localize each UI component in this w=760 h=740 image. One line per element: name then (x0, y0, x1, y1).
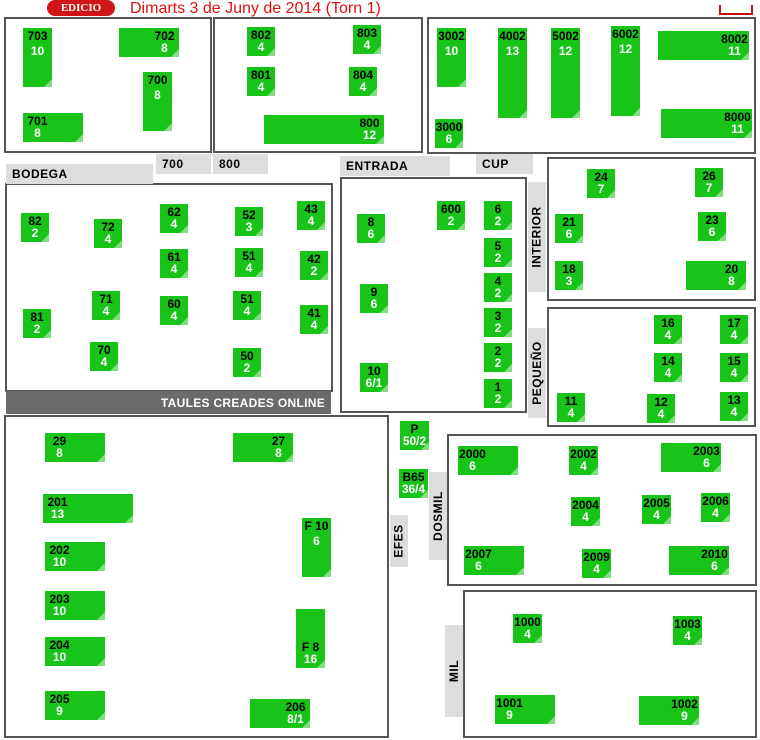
table-capacity: 8 (34, 126, 41, 140)
page-title: Dimarts 3 de Juny de 2014 (Torn 1) (130, 0, 381, 17)
table-26[interactable] (694, 167, 724, 198)
label-interior: INTERIOR (528, 182, 546, 292)
table-number: 800 (359, 116, 380, 130)
table-2004[interactable] (570, 496, 601, 527)
table-number: 11 (564, 394, 578, 408)
table-capacity: 4 (310, 318, 318, 332)
table-number: 62 (167, 205, 181, 219)
table-number: 4002 (499, 29, 526, 43)
table-10[interactable] (359, 362, 389, 393)
table-capacity: 3 (565, 274, 573, 288)
table-capacity: 2 (494, 321, 502, 335)
table-21[interactable] (554, 213, 584, 244)
table-number: 1001 (496, 696, 523, 710)
table-capacity: 8/1 (287, 712, 304, 726)
table-number: 1002 (671, 697, 698, 711)
table-capacity: 4 (684, 629, 691, 643)
table-203[interactable] (44, 590, 106, 621)
table-capacity: 6 (475, 559, 482, 573)
table-number: 52 (242, 208, 256, 222)
table-f10[interactable] (301, 517, 332, 578)
table-15[interactable] (719, 352, 749, 383)
table-number: 41 (307, 306, 321, 320)
table-number: 6 (494, 202, 502, 216)
table-number: 700 (147, 73, 168, 87)
table-capacity: 2 (31, 226, 39, 240)
table-17[interactable] (719, 314, 749, 345)
table-capacity: 2 (310, 264, 318, 278)
table-1000[interactable] (512, 613, 543, 644)
table-capacity: 7 (705, 181, 713, 195)
table-capacity: 8 (728, 274, 735, 288)
table-number: 72 (101, 220, 115, 234)
table-number: 204 (49, 638, 70, 652)
table-number: 81 (30, 310, 44, 324)
table-number: 2002 (570, 447, 597, 461)
table-capacity: 2 (447, 214, 455, 228)
table-number: 17 (727, 316, 741, 330)
table-number: 8002 (721, 32, 748, 46)
table-6[interactable] (483, 200, 513, 231)
table-number: 10 (367, 364, 381, 378)
table-number: 60 (167, 297, 181, 311)
table-9[interactable] (359, 283, 389, 314)
table-capacity: 2 (494, 214, 502, 228)
label-entrada: ENTRADA (340, 156, 450, 176)
table-6002[interactable] (610, 25, 641, 117)
table-capacity: 4 (257, 80, 265, 94)
table-number: 23 (705, 213, 719, 227)
table-capacity: 12 (618, 42, 633, 56)
table-number: 18 (562, 262, 576, 276)
table-803[interactable] (352, 24, 382, 55)
online-tables-bar: TAULES CREADES ONLINE (6, 391, 331, 414)
table-2[interactable] (483, 342, 513, 373)
table-702[interactable] (118, 27, 180, 58)
table-capacity: 6 (565, 227, 573, 241)
table-capacity: 8 (56, 446, 63, 460)
table-11[interactable] (556, 392, 586, 423)
table-number: 2010 (701, 547, 728, 561)
table-82[interactable] (20, 212, 50, 243)
table-number: 9 (370, 285, 378, 299)
table-capacity: 10 (52, 650, 67, 664)
table-capacity: 6 (703, 456, 710, 470)
table-number: 3 (494, 309, 502, 323)
table-capacity: 4 (730, 328, 738, 342)
table-5002[interactable] (550, 27, 581, 119)
table-capacity: 6 (708, 225, 716, 239)
table-capacity: 4 (245, 261, 253, 275)
table-2006[interactable] (700, 492, 731, 523)
table-number: 1003 (674, 617, 701, 631)
table-capacity: 4 (170, 262, 178, 276)
table-1001[interactable] (494, 694, 556, 725)
table-capacity: 6 (367, 227, 375, 241)
table-capacity: 8 (161, 41, 168, 55)
table-600[interactable] (436, 200, 466, 231)
table-number: 27 (271, 434, 286, 448)
table-capacity: 36/4 (401, 482, 426, 496)
table-3002[interactable] (436, 27, 467, 88)
table-number: 2003 (693, 444, 720, 458)
table-27[interactable] (232, 432, 294, 463)
table-number: 701 (27, 114, 48, 128)
table-number: 5 (494, 239, 502, 253)
table-number: 2007 (465, 547, 492, 561)
table-60[interactable] (159, 295, 189, 326)
table-number: 20 (724, 262, 739, 276)
table-capacity: 4 (664, 366, 672, 380)
table-capacity: 2 (494, 392, 502, 406)
table-capacity: 4 (593, 562, 600, 576)
table-14[interactable] (653, 352, 683, 383)
table-13[interactable] (719, 391, 749, 422)
table-701[interactable] (22, 112, 84, 143)
table-capacity: 16 (303, 652, 318, 666)
table-capacity: 10 (52, 555, 67, 569)
table-number: 1 (494, 380, 502, 394)
table-700[interactable] (142, 71, 173, 132)
table-capacity: 4 (580, 459, 587, 473)
table-2007[interactable] (463, 545, 525, 576)
table-802[interactable] (246, 26, 276, 57)
table-number: 29 (52, 434, 67, 448)
edicio-button[interactable]: EDICIO (47, 0, 115, 16)
table-capacity: 4 (730, 366, 738, 380)
table-capacity: 11 (728, 44, 741, 58)
table-number: 202 (49, 543, 70, 557)
table-capacity: 4 (257, 40, 265, 54)
table-202[interactable] (44, 541, 106, 572)
table-capacity: 2 (494, 286, 502, 300)
table-number: 1000 (514, 615, 541, 629)
table-number: P (410, 422, 419, 436)
table-number: 703 (27, 29, 48, 43)
table-number: 2006 (702, 494, 729, 508)
table-capacity: 4 (712, 506, 719, 520)
table-51[interactable] (232, 290, 262, 321)
table-801[interactable] (246, 66, 276, 97)
table-8000[interactable] (660, 108, 753, 139)
table-18[interactable] (554, 260, 584, 291)
table-number: 206 (285, 700, 306, 714)
table-50[interactable] (232, 347, 262, 378)
table-52[interactable] (234, 206, 264, 237)
table-capacity: 4 (170, 217, 178, 231)
table-number: 2005 (643, 496, 670, 510)
table-number: 804 (352, 68, 374, 82)
table-capacity: 11 (731, 122, 744, 136)
table-capacity: 4 (657, 407, 665, 421)
table-2010[interactable] (668, 545, 730, 576)
table-capacity: 13 (505, 44, 520, 58)
table-206[interactable] (249, 698, 311, 729)
table-number: F 8 (301, 640, 320, 654)
table-capacity: 3 (245, 220, 253, 234)
table-1[interactable] (483, 378, 513, 409)
table-capacity: 10 (30, 44, 45, 58)
table-number: 51 (242, 249, 256, 263)
table-number: 42 (307, 252, 321, 266)
table-capacity: 9 (506, 708, 513, 722)
table-capacity: 8 (154, 88, 161, 102)
table-number: 6002 (612, 27, 639, 41)
table-800[interactable] (263, 114, 385, 145)
table-number: 14 (661, 354, 675, 368)
table-1002[interactable] (638, 695, 700, 726)
table-71[interactable] (91, 290, 121, 321)
table-capacity: 2 (33, 322, 41, 336)
table-number: 600 (440, 202, 462, 216)
table-72[interactable] (93, 218, 123, 249)
table-number: 3002 (438, 29, 465, 43)
table-8002[interactable] (657, 30, 750, 61)
table-205[interactable] (44, 690, 106, 721)
table-62[interactable] (159, 203, 189, 234)
table-2005[interactable] (641, 494, 672, 525)
table-3000[interactable] (434, 118, 464, 149)
table-number: 702 (154, 29, 175, 43)
table-number: 13 (727, 393, 741, 407)
table-capacity: 6 (370, 297, 378, 311)
table-12[interactable] (646, 393, 676, 424)
table-capacity: 6 (313, 534, 320, 548)
label-cup: CUP (476, 154, 533, 174)
table-number: 203 (49, 592, 70, 606)
table-capacity: 6/1 (365, 376, 383, 390)
table-number: 201 (47, 495, 68, 509)
table-51[interactable] (234, 247, 264, 278)
table-capacity: 12 (558, 44, 573, 58)
table-number: B65 (402, 470, 425, 484)
table-2002[interactable] (568, 445, 599, 476)
table-capacity: 4 (730, 405, 738, 419)
table-capacity: 7 (597, 182, 605, 196)
table-capacity: 2 (243, 361, 251, 375)
table-number: 2004 (572, 498, 599, 512)
table-number: 21 (562, 215, 576, 229)
table-capacity: 4 (102, 304, 110, 318)
label-800: 800 (213, 154, 268, 174)
table-capacity: 13 (50, 507, 65, 521)
table-capacity: 4 (104, 232, 112, 246)
table-41[interactable] (299, 304, 329, 335)
table-4002[interactable] (497, 27, 528, 119)
table-24[interactable] (586, 168, 616, 199)
table-capacity: 4 (567, 406, 575, 420)
table-204[interactable] (44, 636, 106, 667)
table-2003[interactable] (660, 442, 722, 473)
table-2000[interactable] (457, 445, 519, 476)
table-number: F 10 (304, 519, 329, 533)
table-703[interactable] (22, 27, 53, 88)
table-number: 82 (28, 214, 42, 228)
table-f8[interactable] (295, 608, 326, 669)
table-20[interactable] (685, 260, 747, 291)
table-number: 16 (661, 316, 675, 330)
table-number: 8000 (724, 110, 751, 124)
table-3[interactable] (483, 307, 513, 338)
table-capacity: 4 (243, 304, 251, 318)
table-capacity: 4 (170, 309, 178, 323)
table-capacity: 2 (494, 251, 502, 265)
table-capacity: 4 (664, 328, 672, 342)
table-1003[interactable] (672, 615, 703, 646)
table-number: 15 (727, 354, 741, 368)
label-dosmil: DOSMIL (429, 472, 447, 560)
table-capacity: 4 (307, 214, 315, 228)
label-bodega: BODEGA (6, 164, 153, 184)
table-p[interactable] (399, 420, 430, 451)
table-804[interactable] (348, 66, 378, 97)
table-23[interactable] (697, 211, 727, 242)
table-70[interactable] (89, 341, 119, 372)
table-capacity: 4 (582, 510, 589, 524)
table-8[interactable] (356, 213, 386, 244)
table-capacity: 6 (469, 459, 476, 473)
table-number: 12 (654, 395, 668, 409)
table-capacity: 4 (359, 80, 367, 94)
table-81[interactable] (22, 308, 52, 339)
table-capacity: 10 (444, 44, 459, 58)
table-4[interactable] (483, 272, 513, 303)
table-43[interactable] (296, 200, 326, 231)
table-number: 24 (594, 170, 608, 184)
table-capacity: 4 (363, 38, 371, 52)
table-capacity: 9 (681, 709, 688, 723)
table-capacity: 6 (445, 132, 453, 146)
table-number: 8 (367, 215, 375, 229)
table-number: 5002 (552, 29, 579, 43)
table-number: 2009 (583, 550, 610, 564)
table-number: 801 (250, 68, 272, 82)
corner-bracket-icon (719, 5, 753, 15)
table-201[interactable] (42, 493, 134, 524)
table-number: 802 (250, 28, 272, 42)
table-capacity: 4 (524, 627, 531, 641)
table-number: 4 (494, 274, 502, 288)
label-mil: MIL (445, 625, 463, 717)
label-pequeno: PEQUEÑO (528, 328, 546, 418)
table-number: 3000 (435, 120, 463, 134)
table-number: 2 (494, 344, 502, 358)
table-number: 50 (240, 349, 254, 363)
table-number: 205 (49, 692, 70, 706)
table-b65[interactable] (398, 468, 429, 499)
table-capacity: 50/2 (402, 434, 427, 448)
table-capacity: 10 (52, 604, 67, 618)
table-capacity: 4 (100, 355, 108, 369)
label-700: 700 (156, 154, 211, 174)
table-number: 43 (304, 202, 318, 216)
table-number: 2000 (459, 447, 486, 461)
table-number: 51 (240, 292, 254, 306)
table-capacity: 8 (275, 446, 282, 460)
table-number: 61 (167, 250, 181, 264)
table-capacity: 9 (56, 704, 63, 718)
table-61[interactable] (159, 248, 189, 279)
table-number: 26 (702, 169, 716, 183)
table-capacity: 4 (653, 508, 660, 522)
table-number: 70 (97, 343, 111, 357)
table-5[interactable] (483, 237, 513, 268)
table-capacity: 2 (494, 356, 502, 370)
table-capacity: 6 (711, 559, 718, 573)
table-42[interactable] (299, 250, 329, 281)
table-16[interactable] (653, 314, 683, 345)
table-capacity: 12 (362, 128, 377, 142)
table-number: 803 (356, 26, 378, 40)
table-2009[interactable] (581, 548, 612, 579)
table-number: 71 (99, 292, 113, 306)
label-efes: EFES (390, 515, 408, 567)
table-29[interactable] (44, 432, 106, 463)
